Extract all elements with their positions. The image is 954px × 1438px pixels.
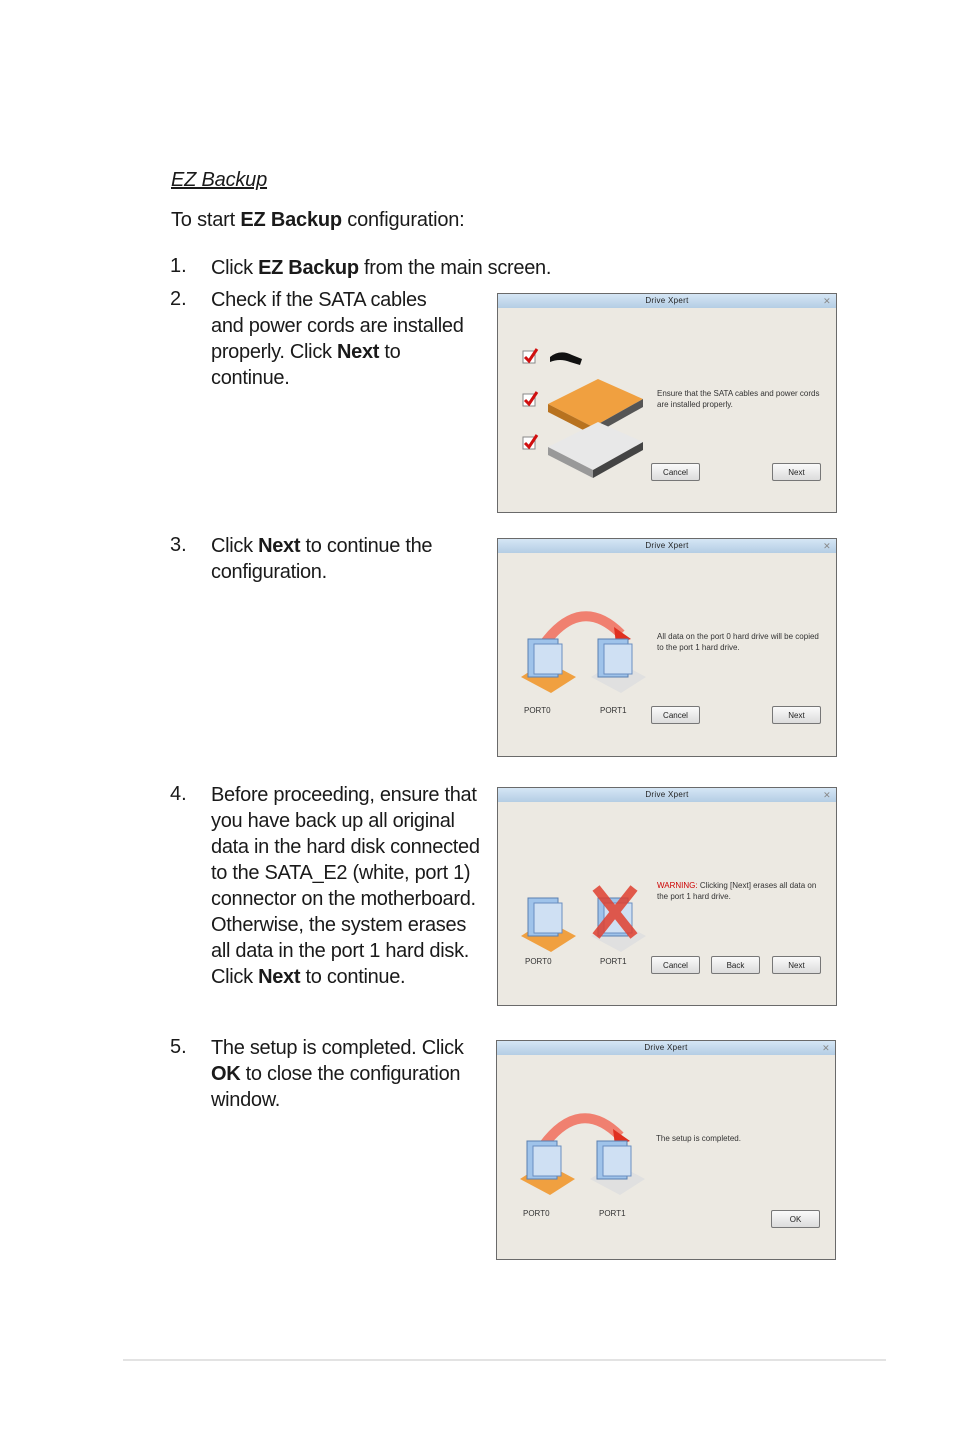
white-hard-drive-icon xyxy=(548,422,643,470)
port1-label: PORT1 xyxy=(600,706,627,715)
port1-label: PORT1 xyxy=(599,1209,626,1218)
erase-illustration xyxy=(516,858,656,958)
next-button[interactable]: Next xyxy=(772,956,821,974)
port0-label: PORT0 xyxy=(525,957,552,966)
next-button[interactable]: Next xyxy=(772,706,821,724)
sata-cable-icon xyxy=(550,352,582,365)
step-1-text: Click EZ Backup from the main screen. xyxy=(211,257,552,279)
dialog-titlebar: Drive Xpert ✕ xyxy=(497,1041,835,1055)
dialog-setup-complete xyxy=(496,1040,836,1260)
step-4-number: 4. xyxy=(170,783,187,805)
cancel-button[interactable]: Cancel xyxy=(651,956,700,974)
close-icon[interactable]: ✕ xyxy=(823,790,831,800)
port0-label: PORT0 xyxy=(523,1209,550,1218)
close-icon[interactable]: ✕ xyxy=(823,541,831,551)
dialog-message: The setup is completed. xyxy=(656,1134,741,1143)
dialog-warning xyxy=(497,787,837,1006)
checkmark-icon xyxy=(523,435,537,449)
copy-illustration xyxy=(516,599,656,704)
back-button[interactable]: Back xyxy=(711,956,760,974)
close-icon[interactable]: ✕ xyxy=(823,296,831,306)
ok-button[interactable]: OK xyxy=(771,1210,820,1228)
dialog-copy-info xyxy=(497,538,837,757)
next-button[interactable]: Next xyxy=(772,463,821,481)
sata-drives-illustration xyxy=(518,339,648,479)
step-5-number: 5. xyxy=(170,1036,187,1058)
port0-label: PORT0 xyxy=(524,706,551,715)
step-2-number: 2. xyxy=(170,288,187,310)
port0-drive-icon xyxy=(520,1141,575,1195)
port1-drive-icon xyxy=(590,1141,645,1195)
dialog-message: WARNING: Clicking [Next] erases all data on the port 1 hard drive. xyxy=(657,881,817,901)
intro-text: To start EZ Backup configuration: xyxy=(171,209,465,231)
checkmark-icon xyxy=(523,349,537,363)
dialog-titlebar: Drive Xpert ✕ xyxy=(498,294,836,308)
step-5-text: The setup is completed. Click OK to close the configuration window. xyxy=(211,1037,464,1111)
footer-divider xyxy=(123,1359,886,1361)
dialog-titlebar: Drive Xpert ✕ xyxy=(498,539,836,553)
orange-hard-drive-icon xyxy=(548,379,643,427)
section-heading: EZ Backup xyxy=(171,169,268,191)
copy-illustration xyxy=(515,1101,655,1206)
port0-drive-icon xyxy=(521,898,576,952)
step-2-text: Check if the SATA cables and power cords are installed properly. Click Next to continue. xyxy=(211,289,464,389)
cancel-button[interactable]: Cancel xyxy=(651,463,700,481)
close-icon[interactable]: ✕ xyxy=(822,1043,830,1053)
step-4-text: Before proceeding, ensure that you have back up all original data in the hard disk connected to the SATA_E2 (white, port 1) connector on the motherboard. Otherwise, the system erases all data in the port 1 hard disk. Click Next to continue. xyxy=(211,784,480,988)
step-1-number: 1. xyxy=(170,255,187,277)
port0-drive-icon xyxy=(521,639,576,693)
step-3-text: Click Next to continue the configuration. xyxy=(211,535,433,583)
dialog-sata-check xyxy=(497,293,837,513)
cancel-button[interactable]: Cancel xyxy=(651,706,700,724)
dialog-message: All data on the port 0 hard drive will be copied to the port 1 hard drive. xyxy=(657,632,819,652)
port1-drive-icon xyxy=(591,639,646,693)
checkmark-icon xyxy=(523,392,537,406)
dialog-titlebar: Drive Xpert ✕ xyxy=(498,788,836,802)
step-3-number: 3. xyxy=(170,534,187,556)
port1-label: PORT1 xyxy=(600,957,627,966)
dialog-message: Ensure that the SATA cables and power cords are installed properly. xyxy=(657,389,820,409)
